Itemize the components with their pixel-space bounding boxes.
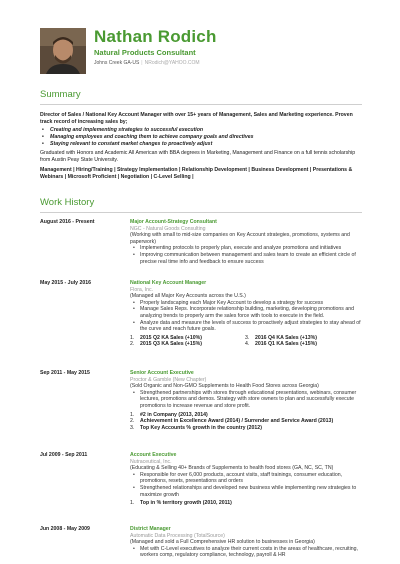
achievement-number: 4. bbox=[245, 341, 250, 348]
job-description: (Educating & Selling 40+ Brands of Supplements to health food stores (GA, NC, SC, TN) bbox=[130, 465, 334, 472]
candidate-name: Nathan Rodich bbox=[94, 27, 217, 46]
job-company: Nutraceutical, Inc. bbox=[130, 458, 172, 465]
achievement-number: 1. bbox=[130, 411, 135, 418]
job-date: August 2016 - Present bbox=[40, 219, 95, 225]
job-bullets bbox=[130, 390, 362, 410]
achievement-number: 2. bbox=[130, 341, 135, 348]
summary-skills: Management | Hiring/Training | Strategy Implementation | Relationship Development | Business Development | Presentations & Webinars | Microsoft Proficient | Negotiation | C-Level Selling | bbox=[40, 167, 353, 180]
job-role: Major Account-Strategy Consultant bbox=[130, 219, 217, 225]
job-bullets bbox=[130, 245, 362, 265]
job-bullet: • Manage Sales Reps. Incorporate relationship building, marketing, developing promotions and analyzing trends to properly arm the sales force with tools to execute in the field. bbox=[130, 306, 362, 319]
achievement-number: 3. bbox=[245, 334, 250, 341]
job-bullet: • Improving communication between management and sales team to create an efficient circle of precise real time info and feedback to ensure success bbox=[130, 252, 362, 265]
job-description: (Managed all Major Key Accounts across the U.S.) bbox=[130, 293, 246, 300]
achievement-text: Top Key Accounts % growth in the country (2012) bbox=[140, 424, 262, 431]
job-description: (Working with small to mid-size companies on Key Account strategies, promotions, systems and paperwork) bbox=[130, 232, 350, 245]
achievement-text: 2016 Q1 KA Sales (+15%) bbox=[255, 341, 317, 348]
profile-photo bbox=[40, 28, 86, 74]
job-entry bbox=[40, 452, 362, 507]
summary-divider bbox=[40, 104, 362, 105]
summary-bullet: • Staying relevant to constant market changes to proactively adjust bbox=[40, 141, 362, 148]
achievement-number: 1. bbox=[130, 500, 135, 507]
job-date: Sep 2011 - May 2015 bbox=[40, 370, 90, 376]
job-company: Flora, Inc. bbox=[130, 286, 154, 293]
job-bullet: • Met with C-Level executives to analyze their current costs in the areas of healthcare, recruiting, workers comp, regulatory compliance, technology, payroll & HR bbox=[130, 546, 362, 559]
job-role: National Key Account Manager bbox=[130, 280, 207, 286]
achievement-item bbox=[130, 412, 362, 419]
achievement-item bbox=[130, 500, 362, 507]
job-date: May 2015 - July 2016 bbox=[40, 280, 92, 286]
achievement-number: 3. bbox=[130, 424, 135, 431]
summary-bullet: • Managing employees and coaching them to achieve company goals and directives bbox=[40, 134, 362, 141]
candidate-title: Natural Products Consultant bbox=[94, 48, 196, 57]
job-role: Senior Account Executive bbox=[130, 370, 194, 376]
job-bullets bbox=[130, 546, 362, 559]
job-role: District Manager bbox=[130, 526, 171, 532]
job-bullet: • Properly landscaping each Major Key Account to develop a strategy for success bbox=[130, 300, 362, 307]
job-bullet: • Implementing protocols to properly plan, execute and analyze promotions and initiatives bbox=[130, 245, 362, 252]
summary-heading: Summary bbox=[40, 89, 81, 100]
summary-intro: Director of Sales / National Key Account Manager with over 15+ years of Management, Sales and Marketing experience. Proven track record of increasing sales by; bbox=[40, 112, 353, 125]
job-role: Account Executive bbox=[130, 452, 177, 458]
job-bullets bbox=[130, 300, 362, 333]
achievement-text: #2 in Company (2013, 2014) bbox=[140, 411, 208, 418]
summary-section bbox=[40, 112, 362, 182]
job-bullet: • Strengthened relationships and developed new business while implementing new strategies to maximize growth bbox=[130, 485, 362, 498]
job-entry bbox=[40, 370, 362, 431]
job-achievements bbox=[130, 412, 362, 432]
job-bullet: • Strengthened partnerships with stores through educational presentations, webinars, consumer lectures, promotions and demos. Strategy with store owners to plan and successfully execute promotions to increase revenue and store profit. bbox=[130, 390, 362, 410]
contact-separator: | bbox=[141, 60, 143, 66]
achievement-number: 2. bbox=[130, 418, 135, 425]
achievement-item bbox=[130, 425, 362, 432]
job-description: (Managed and sold a Full Comprehensive HR solution to businesses in Georgia) bbox=[130, 539, 315, 546]
job-entry bbox=[40, 526, 362, 559]
job-company: Proctor & Gamble (New Chapter) bbox=[130, 376, 207, 383]
achievement-item bbox=[245, 341, 360, 348]
achievement-number: 1. bbox=[130, 334, 135, 341]
job-date: Jun 2008 - May 2009 bbox=[40, 526, 90, 532]
achievement-item bbox=[245, 335, 360, 342]
job-bullet: • Responsible for over 6,000 products, account visits, staff trainings, consumer education, promotions, resets, presentations and orders bbox=[130, 472, 362, 485]
job-bullets bbox=[130, 472, 362, 498]
job-achievements bbox=[130, 335, 362, 348]
summary-education: Graduated with Honors and Academic All American with BBA degrees in Marketing, Management and Finance on a full tennis scholarship from Austin Peay State University. bbox=[40, 150, 356, 163]
job-company: NGC - Natural Goods Consulting bbox=[130, 225, 206, 232]
job-entry bbox=[40, 280, 362, 348]
achievement-item bbox=[130, 341, 245, 348]
email-link[interactable]: NRodich@YAHOO.COM bbox=[144, 60, 200, 66]
profile-photo-image bbox=[40, 28, 86, 74]
work-history-heading: Work History bbox=[40, 197, 95, 208]
contact-line bbox=[94, 60, 200, 66]
achievement-item bbox=[130, 335, 245, 342]
job-bullet: • Analyze data and measure the levels of success to proactively adjust strategies to stay ahead of the curve and reach future goals. bbox=[130, 320, 362, 333]
job-company: Automatic Data Processing (TotalSource) bbox=[130, 532, 225, 539]
summary-bullets bbox=[40, 127, 362, 148]
job-description: (Sold Organic and Non-GMO Supplements to Health Food Stores across Georgia) bbox=[130, 383, 319, 390]
achievement-item bbox=[130, 418, 362, 425]
job-date: Jul 2009 - Sep 2011 bbox=[40, 452, 88, 458]
summary-bullet: • Creating and implementing strategies to successful execution bbox=[40, 127, 362, 134]
location-text: Johns Creek GA-US bbox=[94, 60, 140, 66]
achievement-text: Top in % territory growth (2010, 2011) bbox=[140, 500, 232, 507]
achievement-text: Achievement in Excellence Award (2014) / Surrender and Service Award (2013) bbox=[140, 418, 334, 425]
achievement-text: 2015 Q2 KA Sales (+10%) bbox=[140, 334, 202, 341]
achievement-text: 2016 Q4 KA Sales (+13%) bbox=[255, 334, 317, 341]
job-achievements bbox=[130, 500, 362, 507]
work-history-divider bbox=[40, 212, 362, 213]
job-entry bbox=[40, 219, 362, 265]
achievement-text: 2015 Q3 KA Sales (+15%) bbox=[140, 341, 202, 348]
